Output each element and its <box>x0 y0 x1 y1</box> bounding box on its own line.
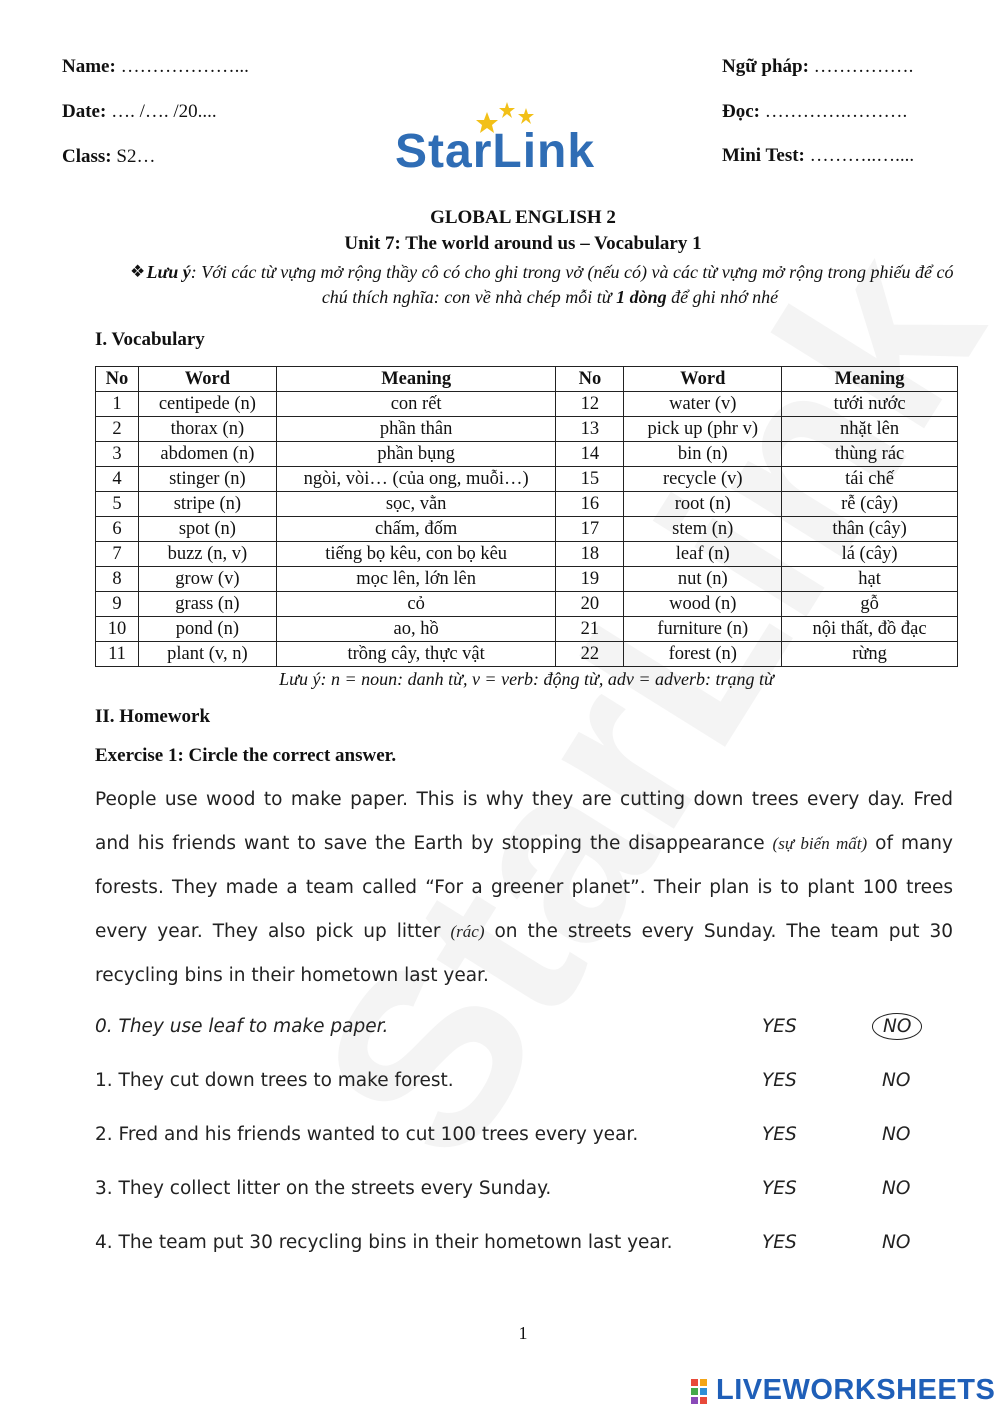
answer-no[interactable]: NO <box>882 1070 911 1091</box>
table-cell: mọc lên, lớn lên <box>276 567 556 592</box>
table-cell: stem (n) <box>624 517 782 542</box>
minitest-field[interactable]: Mini Test: ………..….... <box>722 145 915 166</box>
table-cell: 17 <box>556 517 624 542</box>
question-text: 3. They collect litter on the streets every Sunday. <box>95 1178 552 1199</box>
table-cell: forest (n) <box>624 642 782 667</box>
table-cell: 9 <box>96 592 139 617</box>
table-cell: 14 <box>556 442 624 467</box>
table-cell: spot (n) <box>138 517 276 542</box>
gloss: (rác) <box>450 922 485 941</box>
table-cell: leaf (n) <box>624 542 782 567</box>
table-cell: 20 <box>556 592 624 617</box>
table-cell: thùng rác <box>782 442 958 467</box>
table-cell: 7 <box>96 542 139 567</box>
exercise-title: Exercise 1: Circle the correct answer. <box>95 745 397 766</box>
table-cell: furniture (n) <box>624 617 782 642</box>
table-cell: con rết <box>276 392 556 417</box>
table-cell: buzz (n, v) <box>138 542 276 567</box>
answer-no-circled[interactable]: NO <box>872 1013 922 1040</box>
table-cell: 8 <box>96 567 139 592</box>
table-cell: 19 <box>556 567 624 592</box>
table-cell: centipede (n) <box>138 392 276 417</box>
table-cell: 15 <box>556 467 624 492</box>
table-row <box>96 617 958 642</box>
table-cell: grow (v) <box>138 567 276 592</box>
table-cell: 18 <box>556 542 624 567</box>
table-cell: abdomen (n) <box>138 442 276 467</box>
answer-no[interactable]: NO <box>882 1178 911 1199</box>
table-cell: root (n) <box>624 492 782 517</box>
table-cell: stripe (n) <box>138 492 276 517</box>
table-row <box>96 442 958 467</box>
table-cell: tưới nước <box>782 392 958 417</box>
table-cell: 1 <box>96 392 139 417</box>
starlink-watermark <box>263 203 1000 1203</box>
table-cell: pick up (phr v) <box>624 417 782 442</box>
table-cell: thân (cây) <box>782 517 958 542</box>
answer-yes[interactable]: YES <box>762 1070 797 1091</box>
table-row <box>96 592 958 617</box>
logo-text: StarLink <box>395 125 596 178</box>
table-cell: nhặt lên <box>782 417 958 442</box>
class-field[interactable]: Class: S2… <box>62 146 156 167</box>
table-cell: 12 <box>556 392 624 417</box>
answer-yes[interactable]: YES <box>762 1016 797 1037</box>
table-cell: 2 <box>96 417 139 442</box>
table-cell: tiếng bọ kêu, con bọ kêu <box>276 542 556 567</box>
table-cell: 13 <box>556 417 624 442</box>
diamond-bullet-icon: ❖ <box>130 262 146 281</box>
table-cell: 5 <box>96 492 139 517</box>
table-cell: phần bụng <box>276 442 556 467</box>
table-row <box>96 492 958 517</box>
note-label: Lưu ý <box>146 262 191 282</box>
table-row <box>96 417 958 442</box>
table-cell: stinger (n) <box>138 467 276 492</box>
column-header: Word <box>138 367 276 392</box>
question-text: 0. They use leaf to make paper. <box>95 1016 389 1037</box>
column-header: Word <box>624 367 782 392</box>
table-cell: rễ (cây) <box>782 492 958 517</box>
table-row <box>96 392 958 417</box>
column-header: Meaning <box>782 367 958 392</box>
table-cell: tái chế <box>782 467 958 492</box>
table-cell: 6 <box>96 517 139 542</box>
table-cell: pond (n) <box>138 617 276 642</box>
answer-no[interactable]: NO <box>882 1124 911 1145</box>
question-text: 1. They cut down trees to make forest. <box>95 1070 454 1091</box>
table-cell: 10 <box>96 617 139 642</box>
gloss: (sự biến mất) <box>772 834 868 853</box>
table-cell: recycle (v) <box>624 467 782 492</box>
table-cell: trồng cây, thực vật <box>276 642 556 667</box>
study-note: Lưu ý: Với các từ vựng mở rộng thầy cô có cho ghi trong vở (nếu có) và các từ vựng mở rộng trong phiếu để có chú thích nghĩa: con về nhà chép mỗi từ 1 dòng để ghi nhớ nhé <box>146 262 954 307</box>
reading-field[interactable]: Đọc: ………….………. <box>722 101 908 122</box>
table-cell: 11 <box>96 642 139 667</box>
legend-note: Lưu ý: n = noun: danh từ, v = verb: động từ, adv = adverb: trạng từ <box>279 669 774 689</box>
table-cell: plant (v, n) <box>138 642 276 667</box>
vocabulary-table <box>95 366 958 667</box>
table-cell: gỗ <box>782 592 958 617</box>
starlink-logo <box>395 100 645 180</box>
answer-no[interactable]: NO <box>882 1232 911 1253</box>
question-text: 2. Fred and his friends wanted to cut 100 trees every year. <box>95 1124 639 1145</box>
table-cell: phần thân <box>276 417 556 442</box>
name-field[interactable]: Name: ………………... <box>62 56 249 77</box>
answer-yes[interactable]: YES <box>762 1232 797 1253</box>
brand-text: LIVEWORKSHEETS <box>716 1374 996 1406</box>
table-cell: chấm, đốm <box>276 517 556 542</box>
table-cell: hạt <box>782 567 958 592</box>
table-cell: bin (n) <box>624 442 782 467</box>
table-cell: 3 <box>96 442 139 467</box>
table-cell: lá (cây) <box>782 542 958 567</box>
table-cell: 16 <box>556 492 624 517</box>
table-row <box>96 567 958 592</box>
unit-title: Unit 7: The world around us – Vocabulary 1 <box>344 233 702 254</box>
table-row <box>96 467 958 492</box>
table-row <box>96 542 958 567</box>
answer-yes[interactable]: YES <box>762 1178 797 1199</box>
answer-yes[interactable]: YES <box>762 1124 797 1145</box>
table-cell: ngòi, vòi… (của ong, muỗi…) <box>276 467 556 492</box>
grammar-field[interactable]: Ngữ pháp: ……………. <box>722 56 914 77</box>
course-title: GLOBAL ENGLISH 2 <box>430 207 616 228</box>
vocabulary-heading: I. Vocabulary <box>95 329 205 350</box>
table-row <box>96 517 958 542</box>
table-cell: thorax (n) <box>138 417 276 442</box>
liveworksheets-logo[interactable] <box>690 1374 995 1407</box>
table-cell: nội thất, đồ đạc <box>782 617 958 642</box>
column-header: No <box>96 367 139 392</box>
column-header: No <box>556 367 624 392</box>
table-header-row <box>96 367 958 392</box>
date-field[interactable]: Date: …. /…. /20.... <box>62 101 217 122</box>
page-number: 1 <box>518 1323 528 1343</box>
column-header: Meaning <box>276 367 556 392</box>
table-row <box>96 642 958 667</box>
question-text: 4. The team put 30 recycling bins in their hometown last year. <box>95 1232 673 1253</box>
table-cell: 21 <box>556 617 624 642</box>
liveworksheets-icon <box>690 1377 716 1405</box>
table-cell: cỏ <box>276 592 556 617</box>
table-cell: ao, hồ <box>276 617 556 642</box>
table-cell: 4 <box>96 467 139 492</box>
table-cell: rừng <box>782 642 958 667</box>
table-cell: 22 <box>556 642 624 667</box>
table-cell: sọc, vằn <box>276 492 556 517</box>
homework-heading: II. Homework <box>95 706 211 727</box>
table-cell: nut (n) <box>624 567 782 592</box>
table-cell: water (v) <box>624 392 782 417</box>
table-cell: grass (n) <box>138 592 276 617</box>
reading-passage: People use wood to make paper. This is why they are cutting down trees every day. Fred and his friends want to save the Earth by stopping the disappearance (sự biến mất) of many forests. They made a team called “For a greener planet”. Their plan is to plant 100 trees every year. They also pick up litter (rác) on the streets every Sunday. The team put 30 recycling bins in their hometown last year. <box>95 789 953 986</box>
table-cell: wood (n) <box>624 592 782 617</box>
